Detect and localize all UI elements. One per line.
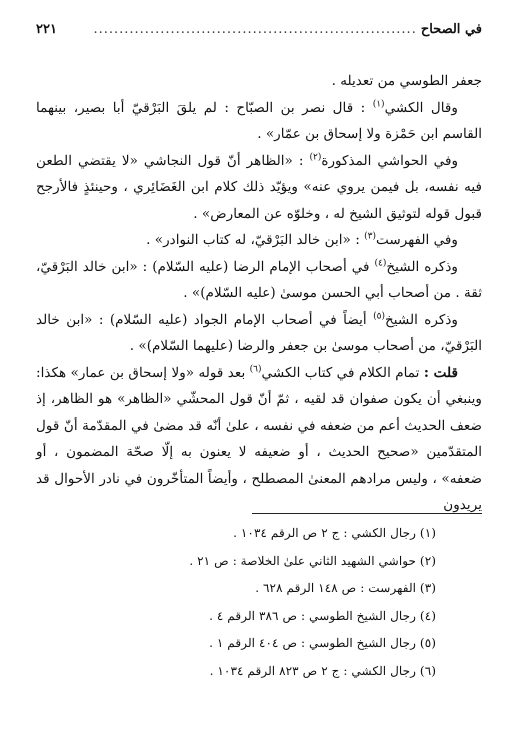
footnote-ref-6: (٦) xyxy=(249,363,262,374)
paragraph-7-text: بعد قوله «ولا إسحاق بن عمار» هكذا: وينبغي أن يكون صفوان قد لقيه ، ثمّ أنّ قول المحشّي «الظاهر» هو الظاهر، إذ ضعف الحديث أعم من ضعفه في نفسه ، علىٰ أنّه قد مضىٰ في المقدّمة أنّ قول المتقدّمين «صحيح الحديث ، أو ضعيفه لا يعنون به إلّا صحّة المضمون ، أو ضعفه» ، وليس مرادهم المعنىٰ المصطلح ، وأيضاً المتأخّرون في نادر الأحوال قد يريدون xyxy=(36,364,482,513)
footnote-ref-3: (٣) xyxy=(364,231,376,242)
footnote-5: (٥) رجال الشيخ الطوسي : ص ٤٠٤ الرقم ١ . xyxy=(209,636,436,650)
footnotes xyxy=(36,520,482,685)
paragraph-4-lead: وفي الفهرست xyxy=(375,232,458,248)
footnote-3: (٣) الفهرست : ص ١٤٨ الرقم ٦٢٨ . xyxy=(255,581,436,595)
header-leader-dots: ............................................................... xyxy=(93,22,417,37)
paragraph-7 xyxy=(36,360,482,519)
qultu-label: قلت : xyxy=(423,364,458,381)
paragraph-5-text: في أصحاب الإمام الرضا (عليه السّلام) : «ابن خالد البَرْقيّ، ثقة . من أصحاب أبي الحسن موسىٰ (عليه السّلام)» . xyxy=(36,258,482,301)
paragraph-1 xyxy=(36,68,482,95)
running-header xyxy=(36,22,482,44)
paragraph-6 xyxy=(36,307,482,360)
paragraph-6-lead: وذكره الشيخ xyxy=(384,311,458,328)
footnote-4: (٤) رجال الشيخ الطوسي : ص ٣٨٦ الرقم ٤ . xyxy=(209,608,436,623)
footnote-ref-1: (١) xyxy=(372,98,385,109)
paragraph-4 xyxy=(36,227,482,254)
paragraph-3-lead: وفي الحواشي المذكورة xyxy=(321,152,459,169)
footnote-ref-5: (٥) xyxy=(373,310,385,321)
paragraph-6-text: أيضاً في أصحاب الإمام الجواد (عليه السّلام) : «ابن خالد البَرْقيّ، من أصحاب موسىٰ بن جعفر والرضا (عليهما السّلام)» . xyxy=(36,311,482,354)
main-text xyxy=(36,68,482,519)
paragraph-2-lead: وقال الكشي xyxy=(384,99,458,116)
footnote-separator xyxy=(252,513,482,514)
paragraph-5-lead: وذكره الشيخ xyxy=(386,258,458,275)
paragraph-2 xyxy=(36,95,482,148)
footnote-1: (١) رجال الكشي : ج ٢ ص الرقم ١٠٣٤ . xyxy=(233,526,436,540)
footnote-2: (٢) حواشي الشهيد الثاني علىٰ الخلاصة : ص ٢١ . xyxy=(189,553,436,568)
paragraph-3 xyxy=(36,148,482,228)
paragraph-7-lead: تمام الكلام في كتاب الكشي xyxy=(261,364,420,381)
page-number: ٢٢١ xyxy=(36,22,57,37)
paragraph-5 xyxy=(36,254,482,307)
footnote-ref-2: (٢) xyxy=(309,151,322,162)
footnote-ref-4: (٤) xyxy=(374,257,387,268)
footnote-6: (٦) رجال الكشي : ج ٢ ص ٨٢٣ الرقم ١٠٣٤ . xyxy=(209,663,436,678)
paragraph-1-text: جعفر الطوسي من تعديله . xyxy=(331,73,482,89)
paragraph-2-text: : قال نصر بن الصبّاح : لم يلقَ البَرْقيّ أبا بصير، بينهما القاسم ابن حَمْزة ولا إسحاق بن عمّار» . xyxy=(36,99,482,142)
paragraph-4-text: : «ابن خالد البَرْقيّ، له كتاب النوادر» . xyxy=(146,232,360,248)
paragraph-3-text: : «الظاهر أنّ قول النجاشي «لا يقتضي الطعن فيه نفسه، بل فيمن يروي عنه» ويؤيّد ذلك كلام ابن الغَضَائِري ، وحينئذٍ فالأرجح قبول قوله لتوثيق الشيخ له ، وخلوّه عن المعارض» . xyxy=(36,152,482,222)
header-title: في الصحاح xyxy=(420,22,482,37)
